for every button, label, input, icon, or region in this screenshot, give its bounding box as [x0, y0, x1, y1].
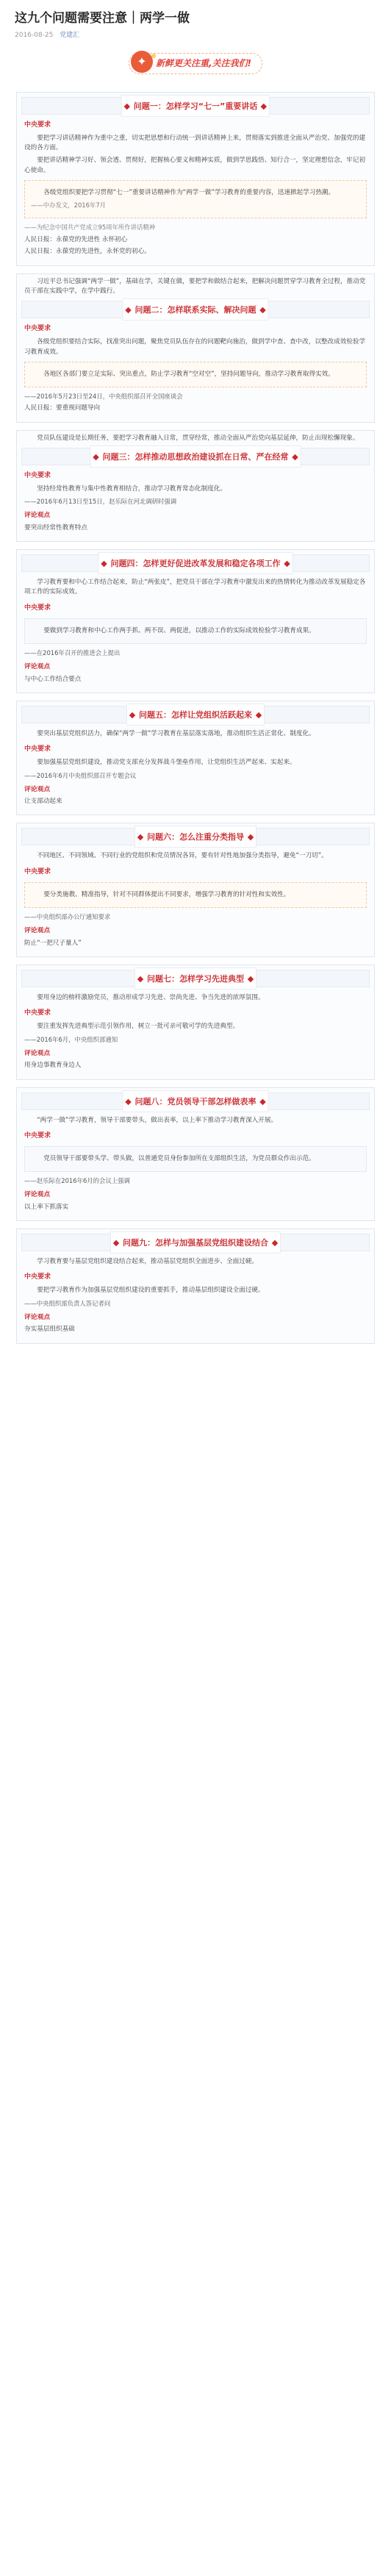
- section-1: [16, 92, 375, 266]
- section-8: [16, 1087, 375, 1222]
- people-label: 人民日报：要重视问题导向: [24, 404, 101, 412]
- quote-box: [24, 180, 367, 218]
- people-text: 人民日报：永葆党的先进性，永怀党的初心。: [24, 248, 151, 256]
- section-intro: 学习教育要与基层党组织建设结合起来，推动基层党组织全面进步、全面过硬。: [37, 1258, 258, 1266]
- article-title: 这九个问题需要注意｜两学一做: [15, 11, 190, 26]
- requirement-label: 中央要求: [24, 1273, 51, 1281]
- section-heading: 问题三：怎样推动思想政治建设抓在日常、严在经常: [90, 446, 301, 468]
- comment-label: 评论观点: [24, 663, 51, 671]
- comment-label: 评论观点: [24, 1191, 51, 1199]
- follow-banner[interactable]: [0, 49, 391, 85]
- section-intro: 学习教育要和中心工作结合起来，防止“两张皮”，把党员干部在学习教育中激发出来的热情转化为推动改革发展稳定各项工作的实际成效。: [24, 579, 366, 596]
- source-line: ——2016年5月23日至24日，中央组织部召开全国座谈会: [24, 393, 183, 401]
- section-heading: 问题七：怎样学习先进典型: [134, 967, 257, 990]
- requirement-box: [24, 1146, 367, 1172]
- requirement-text: 各级党组织要结合实际，找准突出问题，聚焦党员队伍存在的问题靶向施治，做到学中查、查中改，以整改成效检验学习教育成效。: [24, 338, 366, 356]
- people-label: 人民日报：永葆党的先进性 永怀初心: [24, 236, 128, 244]
- comment-text: 与中心工作结合要点: [24, 675, 82, 683]
- source-line: ——2016年6月中央组织部召开专题会议: [24, 771, 137, 779]
- author-link[interactable]: 党建汇: [60, 32, 80, 40]
- publish-date: 2016-08-25: [15, 32, 54, 40]
- section-6: [16, 823, 375, 957]
- requirement-text: 坚持经常性教育与集中性教育相结合，推动学习教育常态化制度化。: [37, 484, 227, 493]
- section-heading-bar: [21, 828, 370, 845]
- paragraph: 要把讲话精神学习好、领会透、贯彻好，把握核心要义和精神实质，做到学思践悟、知行合一，坚定理想信念，牢记初心使命。: [24, 157, 366, 174]
- section-heading-bar: [21, 1092, 370, 1110]
- comment-text: 让支部动起来: [24, 798, 62, 806]
- section-heading-bar: [21, 970, 370, 987]
- quote-box: [24, 362, 367, 387]
- requirement-text: 要注重发挥先进典型示范引领作用，树立一批可亲可敬可学的先进典型。: [37, 1023, 240, 1031]
- section-4: [16, 549, 375, 693]
- comment-label: 评论观点: [24, 927, 51, 935]
- comment-text: 防止“一把尺子量人”: [24, 939, 82, 947]
- comment-label: 评论观点: [24, 1049, 51, 1057]
- comment-text: 夯实基层组织基础: [24, 1325, 75, 1334]
- paragraph: 要把学习讲话精神作为重中之重，切实把思想和行动统一到讲话精神上来，贯彻落实到推进全面从严治党、加强党的建设的各方面。: [24, 134, 366, 151]
- section-heading: 问题四：怎样更好促进改革发展和稳定各项工作: [98, 552, 293, 574]
- box-text: 各地区各部门要立足实际、突出重点，防止学习教育“空对空”，坚持问题导向，推动学习教育取得实效。: [43, 370, 334, 378]
- section-3: [16, 430, 375, 543]
- requirement-text: 要加强基层党组织建设，推动党支部充分发挥战斗堡垒作用，让党组织生活严起来、实起来。: [37, 759, 296, 767]
- section-heading: 问题一：怎样学习“七一”重要讲话: [121, 95, 270, 117]
- section-heading-bar: [21, 554, 370, 572]
- comment-text: 要突出经常性教育特点: [24, 523, 87, 532]
- requirement-text: 各级党组织要把学习贯彻“七一”重要讲话精神作为“两学一做”学习教育的重要内容，迅速掀起学习热潮。: [43, 188, 335, 196]
- comment-text: 以上率下抓落实: [24, 1203, 69, 1211]
- section-heading: 问题六：怎么注重分类指导: [134, 826, 257, 848]
- comment-label: 评论观点: [24, 512, 51, 520]
- source-line: ——赵乐际在2016年6月的会议上强调: [24, 1177, 130, 1185]
- section-intro: “两学一做”学习教育，领导干部要带头，做出表率，以上率下推动学习教育深入开展。: [37, 1116, 278, 1124]
- requirement-label: 中央要求: [24, 604, 51, 612]
- section-intro: 不同地区、不同领域、不同行业的党组织和党员情况各异，要有针对性地加强分类指导，避免“一刀切”。: [37, 852, 328, 860]
- section-heading: 问题九：怎样与加强基层党组织建设结合: [110, 1231, 281, 1253]
- section-heading: 问题八：党员领导干部怎样做表率: [123, 1090, 269, 1112]
- section-9: [16, 1228, 375, 1344]
- source-line: ——2016年6月13日至15日，赵乐际在河北调研时强调: [24, 498, 177, 506]
- section-heading-bar: [21, 706, 370, 723]
- requirement-label: 中央要求: [24, 121, 51, 129]
- section-heading: 问题五：怎样让党组织活跃起来: [126, 704, 265, 726]
- requirement-label: 中央要求: [24, 471, 51, 479]
- follow-pill[interactable]: [129, 53, 262, 74]
- dash-line: ——为纪念中国共产党成立95周年所作讲话精神: [24, 223, 156, 232]
- article-meta: [0, 31, 391, 49]
- comment-label: 评论观点: [24, 1313, 51, 1321]
- section-intro: 党员队伍建设是长期任务，要把学习教育融入日常，贯穿经常，推动全面从严治党向基层延伸，防止出现松懈现象。: [37, 434, 359, 442]
- requirement-text: 要把学习教育作为加强基层党组织建设的重要抓手，推动基层组织建设全面过硬。: [37, 1287, 265, 1295]
- section-heading-bar: [21, 448, 370, 465]
- section-intro: 要突出基层党组织活力，确保“两学一做”学习教育在基层落实落地，推动组织生活正常化、制度化。: [37, 729, 315, 737]
- quote-box: [24, 882, 367, 908]
- section-intro: 要用身边的榜样激励党员，推动形成学习先进、崇尚先进、争当先进的浓厚氛围。: [37, 993, 265, 1001]
- section-intro: 习近平总书记强调“两学一做”，基础在学，关键在做，要把学和做结合起来，把解决问题贯穿学习教育全过程，推动党员干部在实践中学，在学中践行。: [24, 277, 366, 296]
- requirement-label: 中央要求: [24, 325, 51, 333]
- requirement-box: [24, 618, 367, 644]
- requirement-label: 中央要求: [24, 1009, 51, 1017]
- requirement-text: 要做到学习教育和中心工作两手抓、两不误、两促进，以推动工作的实际成效检验学习教育成果。: [43, 626, 315, 634]
- source-line: ——在2016年召开的推进会上提出: [24, 649, 121, 656]
- section-heading-bar: [21, 1234, 370, 1251]
- section-2: [16, 273, 375, 423]
- section-7: [16, 965, 375, 1080]
- requirement-text: 党员领导干部要带头学、带头做，以普通党员身份参加所在支部组织生活，为党员群众作出示范。: [43, 1154, 315, 1162]
- source-line: ——中央组织部办公厅通知要求: [24, 913, 111, 921]
- requirement-text: 要分类施教、精准指导，针对不同群体提出不同要求，增强学习教育的针对性和实效性。: [43, 890, 290, 898]
- requirement-label: 中央要求: [24, 1131, 51, 1139]
- comment-text: 用身边事教育身边人: [24, 1062, 82, 1070]
- comment-label: 评论观点: [24, 785, 51, 793]
- requirement-label: 中央要求: [24, 745, 51, 754]
- source-line: ——2016年6月，中央组织部通知: [24, 1035, 118, 1043]
- chat-bubble-icon: ✦: [131, 51, 153, 73]
- source-line: ——中央组织部负责人答记者问: [24, 1299, 111, 1307]
- source-line: ——中办发文，2016年7月: [31, 201, 107, 210]
- section-5: [16, 701, 375, 816]
- section-heading-bar: [21, 301, 370, 318]
- section-heading: 问题二：怎样联系实际、解决问题: [123, 298, 269, 321]
- follow-text: 新鲜更关注重,关注我们!: [155, 58, 252, 69]
- requirement-label: 中央要求: [24, 867, 51, 876]
- section-heading-bar: [21, 97, 370, 115]
